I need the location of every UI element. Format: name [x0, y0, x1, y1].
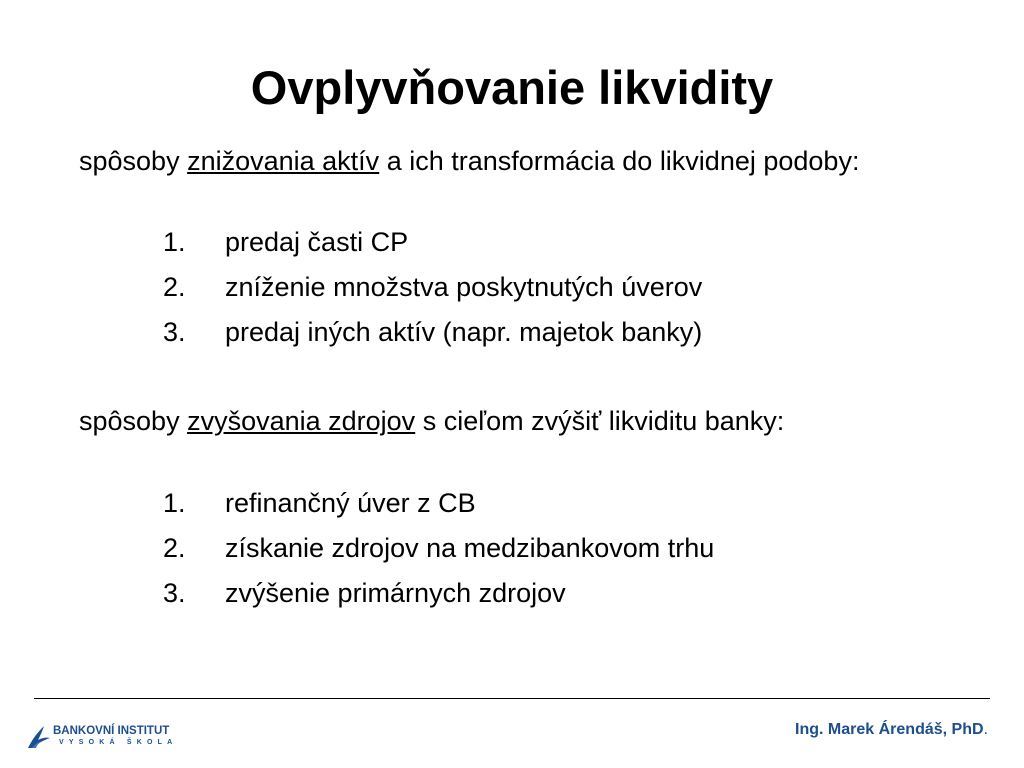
list-text: predaj iných aktív (napr. majetok banky) [225, 317, 703, 347]
list-number: 2. [163, 533, 186, 563]
list-text: získanie zdrojov na medzibankovom trhu [225, 533, 715, 563]
list-item [163, 271, 702, 304]
list-item [163, 226, 408, 259]
logo-emblem-icon [26, 722, 54, 750]
list-item [163, 316, 702, 349]
paragraph-asset-reduction [79, 145, 879, 178]
list-text: refinančný úver z CB [225, 488, 476, 518]
underlined-term: zvyšovania zdrojov [187, 406, 416, 436]
footer-divider [34, 698, 990, 699]
list-number: 1. [163, 488, 186, 518]
paragraph-prefix: spôsoby [79, 406, 188, 436]
slide-title: Ovplyvňovanie likvidity [250, 61, 774, 114]
paragraph-source-increase [79, 405, 879, 438]
list-item [163, 577, 566, 610]
paragraph-suffix: a ich transformácia do likvidnej podoby: [379, 146, 860, 176]
list-number: 1. [163, 227, 186, 257]
list-text: predaj časti CP [225, 227, 409, 257]
list-number: 3. [163, 317, 186, 347]
logo-subtitle: VYSOKÁ ŠKOLA [59, 739, 178, 746]
list-text: zníženie množstva poskytnutých úverov [225, 272, 703, 302]
paragraph-prefix: spôsoby [79, 146, 188, 176]
list-item [163, 487, 476, 520]
underlined-term: znižovania aktív [187, 146, 380, 176]
author-suffix: . [983, 721, 988, 738]
list-text: zvýšenie primárnych zdrojov [225, 578, 566, 608]
list-number: 3. [163, 578, 186, 608]
author-name [795, 721, 988, 739]
paragraph-suffix: s cieľom zvýšiť likviditu banky: [415, 406, 785, 436]
author-text: Ing. Marek Árendáš, PhD [795, 721, 984, 738]
list-number: 2. [163, 272, 186, 302]
institute-logo [26, 722, 186, 752]
list-item [163, 532, 714, 565]
logo-title: BANKOVNÍ INSTITUT [53, 725, 170, 737]
